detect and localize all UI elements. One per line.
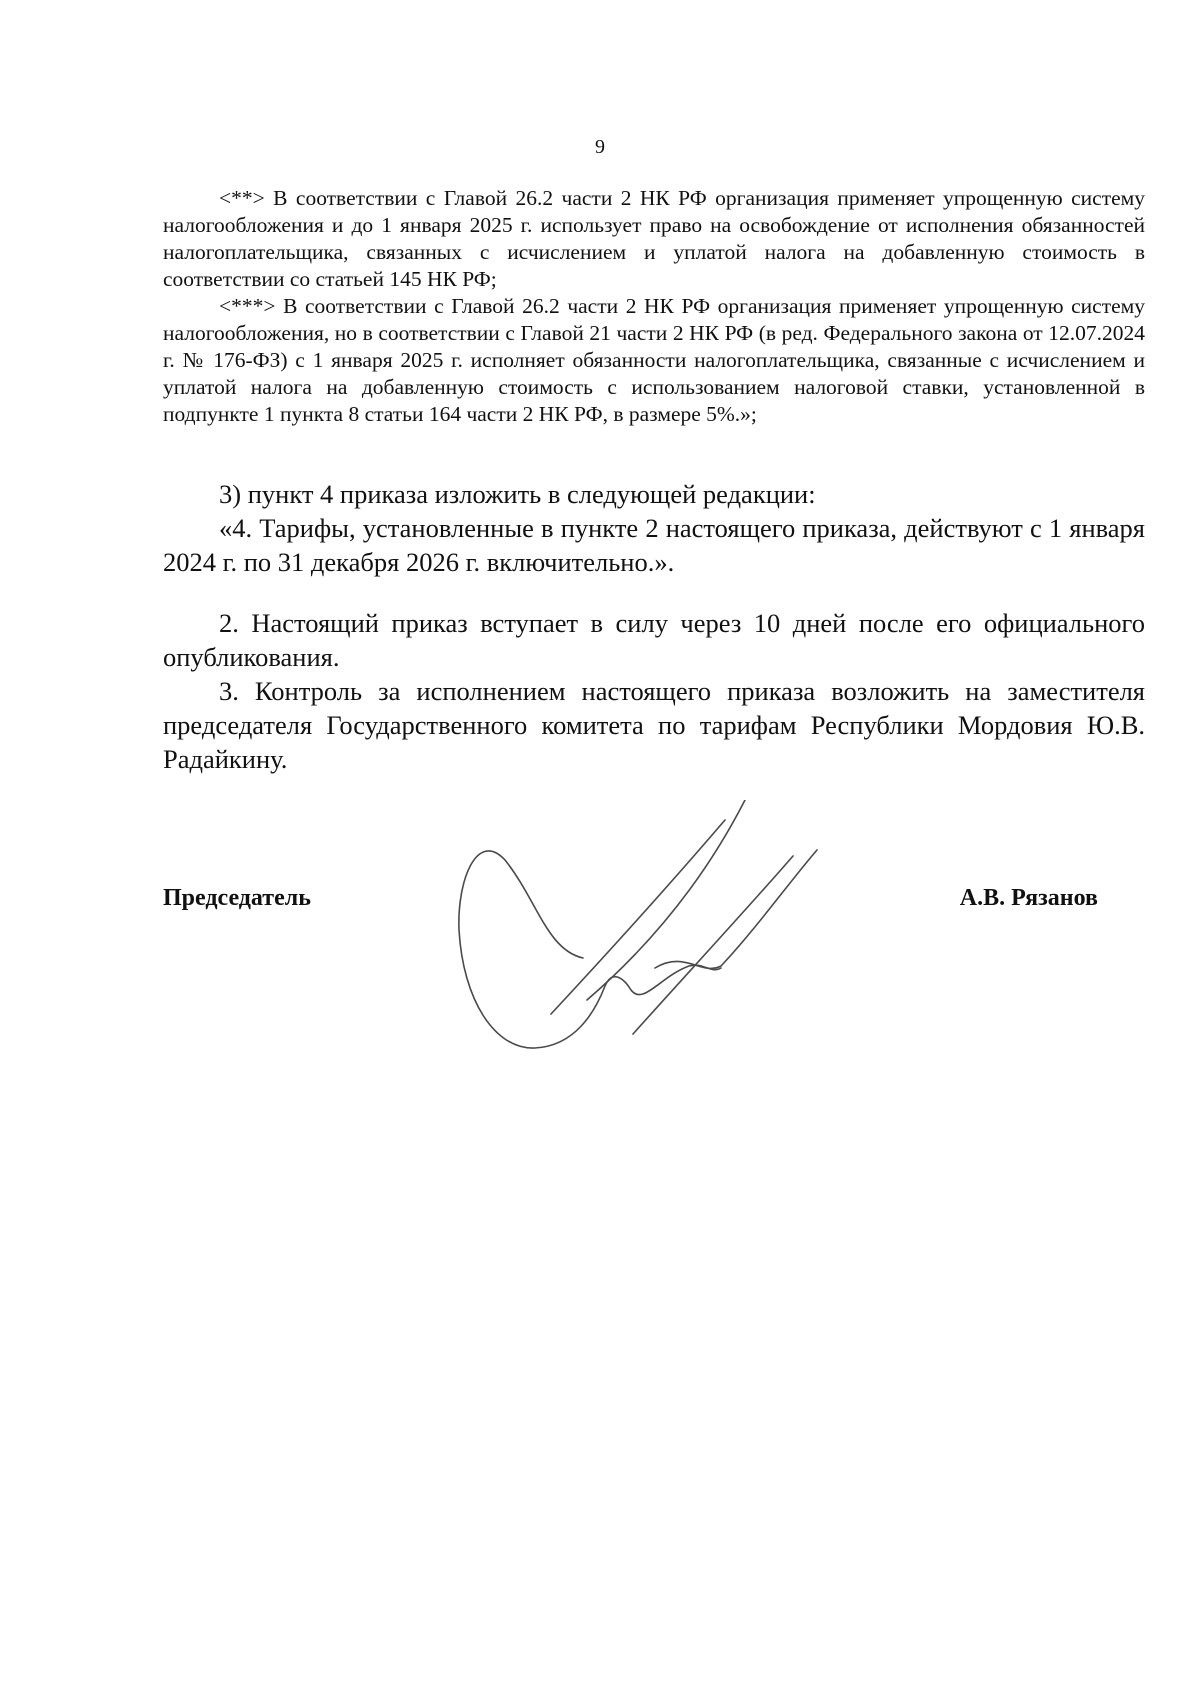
final-provisions	[163, 606, 1145, 776]
page-number: 9	[595, 136, 605, 158]
signatory-title: Председатель	[163, 885, 311, 911]
footnotes	[163, 185, 1145, 428]
handwritten-signature	[455, 800, 855, 1060]
amendment-text: «4. Тарифы, установленные в пункте 2 настоящего приказа, действуют с 1 января 2024 г. по 31 декабря 2026 г. включительно.».	[163, 513, 1145, 577]
footnote-double-asterisk: <**> В соответствии с Главой 26.2 части 2 НК РФ организация применяет упрощенную систему налогообложения и до 1 января 2025 г. использует право на освобождение от исполнения обязанностей налогоплательщика, связанных с исчислением и уплатой налога на добавленную стоимость в соответствии со статьей 145 НК РФ;	[163, 186, 1145, 291]
footnote-triple-asterisk: <***> В соответствии с Главой 26.2 части 2 НК РФ организация применяет упрощенную систему налогообложения, но в соответствии с Главой 21 части 2 НК РФ (в ред. Федерального закона от 12.07.2024 г. № 176-ФЗ) с 1 января 2025 г. исполняет обязанности налогоплательщика, связанные с исчислением и уплатой налога на добавленную стоимость с использованием налоговой ставки, установленной в подпункте 1 пункта 8 статьи 164 части 2 НК РФ, в размере 5%.»;	[163, 294, 1145, 426]
amendment-item: 3) пункт 4 приказа изложить в следующей редакции:	[219, 479, 816, 509]
signatory-name: А.В. Рязанов	[959, 885, 1098, 911]
provision-effective-date: 2. Настоящий приказ вступает в силу через 10 дней после его официального опубликования.	[163, 608, 1145, 672]
amendment-section	[163, 477, 1145, 579]
provision-control: 3. Контроль за исполнением настоящего приказа возложить на заместителя председателя Государственного комитета по тарифам Республики Мордовия Ю.В. Радайкину.	[163, 676, 1145, 774]
